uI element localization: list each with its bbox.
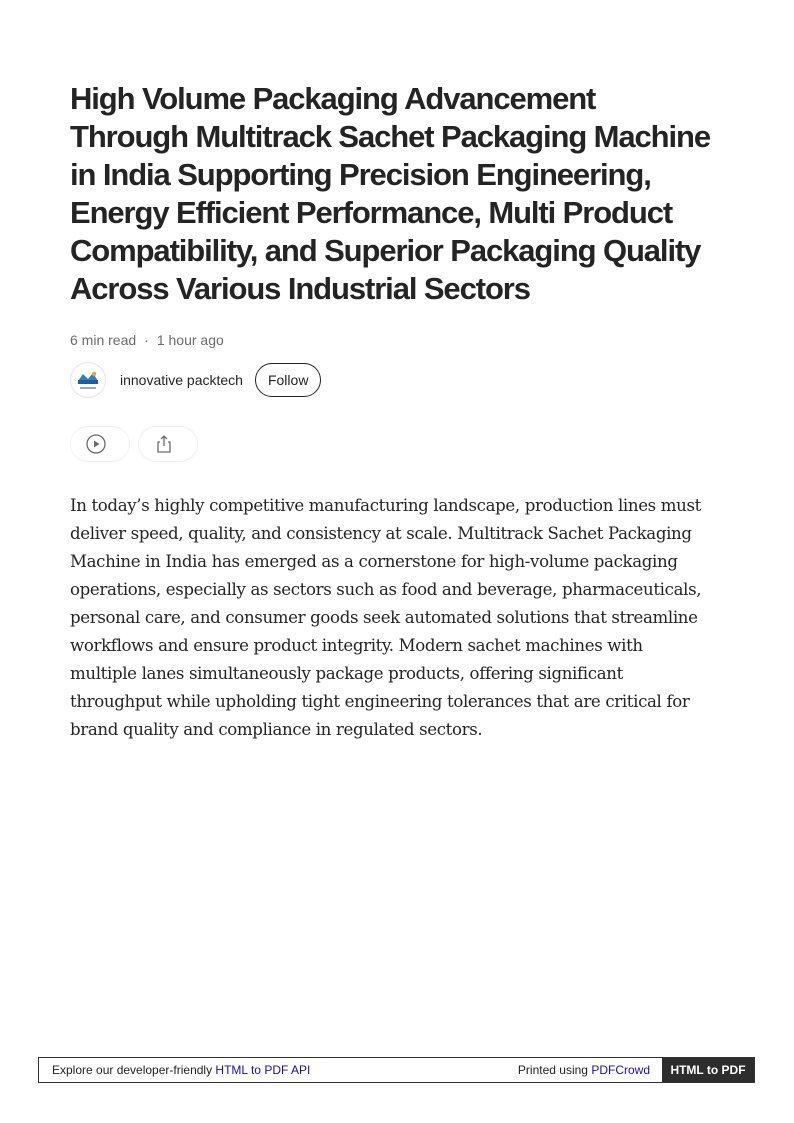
meta-separator: · [144, 332, 149, 348]
author-name[interactable]: innovative packtech [120, 372, 243, 388]
read-time: 6 min read [70, 332, 137, 348]
pdfcrowd-footer [38, 1057, 755, 1083]
article-actions [70, 426, 720, 462]
company-logo-icon [75, 367, 101, 393]
footer-printed-text: Printed using [517, 1063, 592, 1077]
article-meta [70, 332, 720, 348]
footer-left [39, 1063, 518, 1077]
footer-right [518, 1063, 662, 1077]
share-icon [153, 433, 175, 455]
author-row [70, 362, 720, 398]
follow-button[interactable]: Follow [255, 363, 321, 397]
share-button[interactable] [138, 426, 198, 462]
footer-explore-text: Explore our developer-friendly [52, 1063, 216, 1077]
play-circle-icon [85, 433, 107, 455]
published-time: 1 hour ago [156, 332, 224, 348]
pdfcrowd-link[interactable]: PDFCrowd [591, 1063, 650, 1077]
html-to-pdf-button[interactable]: HTML to PDF [662, 1058, 754, 1082]
html-to-pdf-api-link[interactable]: HTML to PDF API [215, 1063, 311, 1077]
article-title: High Volume Packaging Advancement Through Multitrack Sachet Packaging Machine in India Supporting Precision Engineering, Energy Efficient Performance, Multi Product Compatibility, and Superior Packaging Quality Across Various Industrial Sectors [70, 81, 710, 306]
listen-button[interactable] [70, 426, 130, 462]
avatar[interactable] [70, 362, 106, 398]
article [70, 80, 720, 761]
article-body: In today’s highly competitive manufacturing landscape, production lines must deliver speed, quality, and consistency at scale. Multitrack Sachet Packaging Machine in India has emerged as a cornerstone for high-volume packaging operations, especially as sectors such as food and beverage, pharmaceuticals, personal care, and consumer goods seek automated solutions that streamline workflows and ensure product integrity. Modern sachet machines with multiple lanes simultaneously package products, offering significant throughput while upholding tight engineering tolerances that are critical for brand quality and compliance in regulated sectors. [70, 496, 702, 739]
